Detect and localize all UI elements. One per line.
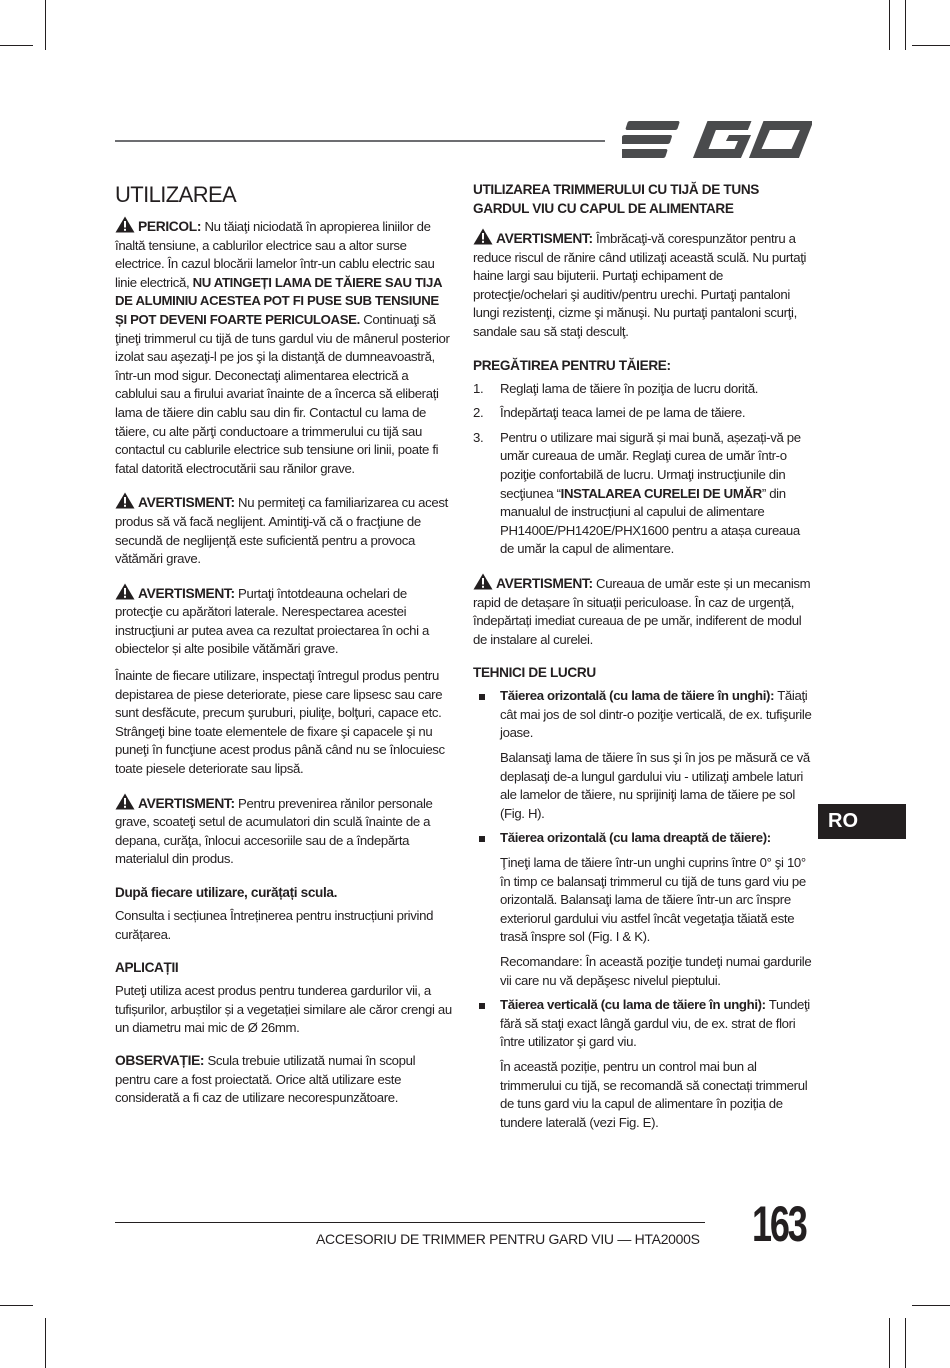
warning-paragraph: AVERTISMENT: Nu permiteţi ca familiarizarea cu acest produs să vă facă neglijent. Amintiţi-vă că o fracţiune de secundă de neglijenţă este suficientă pentru a provoca vătămări grave. [115,492,453,568]
section-title-utilizarea: UTILIZAREA [115,182,237,207]
warning-paragraph: AVERTISMENT: Cureaua de umăr este și un mecanism rapid de detașare în situații periculoase. În caz de urgență, îndepărtați imediat cureaua de pe umăr, indiferent de modul de instalare al curelei. [473,573,813,649]
crop-mark [889,0,890,50]
heading-after-use: După fiecare utilizare, curățați scula. [115,885,338,900]
crop-mark [912,45,950,46]
bullet-square-icon [479,836,485,842]
bullet-square-icon [479,1003,485,1009]
warning-paragraph: AVERTISMENT: Purtaţi întotdeauna ochelari de protecţie cu apărători laterale. Nerespectarea acestei instrucţiuni ar putea avea ca rezultat proiectarea în ochi a obiectelor și alte posibile vătămări grave. [115,583,453,659]
language-tab: RO [818,804,906,839]
after-use-paragraph: Consulta i secțiunea Întreținerea pentru instrucțiuni privind curățarea. [115,908,434,942]
inspection-paragraph: Înainte de fiecare utilizare, inspectaţi întregul produs pentru depistarea de piese deteriorate, piese care lipsesc sau care sunt desfăcute, precum şuruburi, piuliţe, bolţuri, capace etc. Strângeţi bine toate elementele de fixare şi capacele şi nu puneţi în funcţiune acest produs până când nu se înlocuiesc toate piesele deteriorate sau lipsă. [115,668,445,777]
heading-preparation: PREGĂTIREA PENTRU TĂIERE: [473,357,671,373]
right-column [473,180,813,1140]
left-column [115,182,453,1116]
list-item: 2. Îndepărtaţi teaca lamei de pe lama de tăiere. [473,405,746,421]
warning-icon [115,492,135,509]
warning-icon [115,216,135,233]
crop-mark [905,0,906,50]
warning-icon [115,793,135,810]
danger-paragraph: PERICOL: Nu tăiaţi niciodată în apropierea liniilor de înaltă tensiune, a cablurilor electrice sau a altor surse electrice. În cazul blocării lamelor într-un cablu electric sau linie electrică, NU ATINGEȚI LAMA DE TĂIERE SAU TIJA DE ALUMINIU ACESTEA POT FI PUSE SUB TENSIUNE ȘI POT DEVENI FOARTE PERICULOASE. Continuaţi să ţineţi trimmerul cu tijă de tuns gardul viu de mânerul posterior izolat sau aşezaţi-l pe jos şi la distanţă de dumneavoastră, într-un mod sigur. Deconectaţi alimentarea electrică a cablului sau a firului avariat înainte de a încerca să eliberați lama de tăiere din cablu sau din fir. Contactul cu lama de tăiere, cu alte părţi conductoare a trimmerului cu tijă sau contactul cu cablurile electrice sub tensiune ori linii, poate fi fatal datorită electrocutării sau rănilor grave. [115,216,453,478]
list-item: Tăierea orizontală (cu lama dreaptă de tăiere): Ţineţi lama de tăiere într-un unghi cuprins între 0° şi 10° în timp ce balansaţi trimmerul cu tijă de tuns gard viu pe orizontală. Balansaţi lama de tăiere într-un arc înspre exteriorul gardului viu astfel încât vegetaţia tăiată este trasă înspre sol (Fig. I & K). Recomandare: În această poziţie tundeţi numai gardurile vii care nu vă depăşesc nivelul pieptului. [473,829,813,990]
crop-mark [0,45,33,46]
warning-paragraph: AVERTISMENT: Pentru prevenirea rănilor personale grave, scoateţi setul de acumulatori din sculă înainte de a depana, curăţa, înlocui accesoriile sau de a îndepărta materialul din produs. [115,793,453,869]
ego-logo [622,118,812,162]
warning-icon [473,573,493,590]
crop-mark [45,1318,46,1368]
crop-mark [889,1318,890,1368]
section-title-using-trimmer: UTILIZAREA TRIMMERULUI CU TIJĂ DE TUNS GARDUL VIU CU CAPUL DE ALIMENTARE [473,182,760,216]
warning-icon [115,583,135,600]
heading-techniques: TEHNICI DE LUCRU [473,665,596,681]
list-item: Tăierea verticală (cu lama de tăiere în unghi): Tundeţi fără să staţi exact lângă gardul viu, de ex. strat de flori între utilizator şi gard viu. În această poziție, pentru un control mai bun al trimmerului cu tijă, se recomandă să conectați trimmerul de tuns gard viu la capul de alimentare în poziția de tundere laterală (vezi Fig. E). [473,996,813,1132]
crop-mark [45,0,46,50]
crop-mark [0,1305,33,1306]
bullet-square-icon [479,694,485,700]
heading-applications: APLICAȚII [115,960,179,976]
techniques-list [473,687,813,1132]
footer-rule [115,1222,705,1223]
list-item: 1. Reglaţi lama de tăiere în poziţia de lucru dorită. [473,380,759,396]
list-item: Tăierea orizontală (cu lama de tăiere în unghi): Tăiaţi cât mai jos de sol dintr-o poziţie verticală, de ex. tufişurile joase. Balansaţi lama de tăiere în sus şi în jos pe măsură ce vă deplasaţi de-a lungul gardului viu - utilizaţi ambele laturi ale lamelor de tăiere, nu sprijiniţi lama de tăiere pe sol (Fig. H). [473,687,813,823]
warning-paragraph: AVERTISMENT: Îmbrăcaţi-vă corespunzător pentru a reduce riscul de rănire când utilizaţi această sculă. Nu purtaţi haine largi sau bijuterii. Purtaţi echipament de protecţie/ochelari şi auditiv/pentru urechi. Purtaţi pantaloni lungi rezistenţi, cizme şi mănuşi. Nu purtaţi pantaloni scurţi, sandale sau să staţi desculţ. [473,228,813,342]
crop-mark [912,1305,950,1306]
note-paragraph: OBSERVAȚIE: Scula trebuie utilizată numai în scopul pentru care a fost proiectată. Orice altă utilizare este considerată a fi caz de utilizare necorespunzătoare. [115,1052,416,1106]
header-rule [115,140,605,142]
crop-mark [905,1318,906,1368]
preparation-steps [473,380,813,559]
applications-paragraph: Puteţi utiliza acest produs pentru tunderea gardurilor vii, a tufișurilor, arbuștilor și a vegetației similare ale căror crengi au un diametru mai mic de Ø 26mm. [115,983,452,1036]
warning-icon [473,228,493,245]
footer-title: ACCESORIU DE TRIMMER PENTRU GARD VIU — HTA2000S [316,1231,700,1247]
list-item: 3. Pentru o utilizare mai sigură și mai bună, așezați-vă pe umăr cureaua de umăr. Reglaţi curea de umăr într-o poziţie confortabilă de lucru. Urmaţi instrucţiunile din secţiunea “INSTALAREA CURELEI DE UMĂR” din manualul de instrucțiuni al capului de alimentare PH1400E/PH1420E/PHX1600 pentru a atașa cureaua de umăr la capul de alimentare. [473,429,801,557]
page-number: 163 [752,1196,806,1252]
